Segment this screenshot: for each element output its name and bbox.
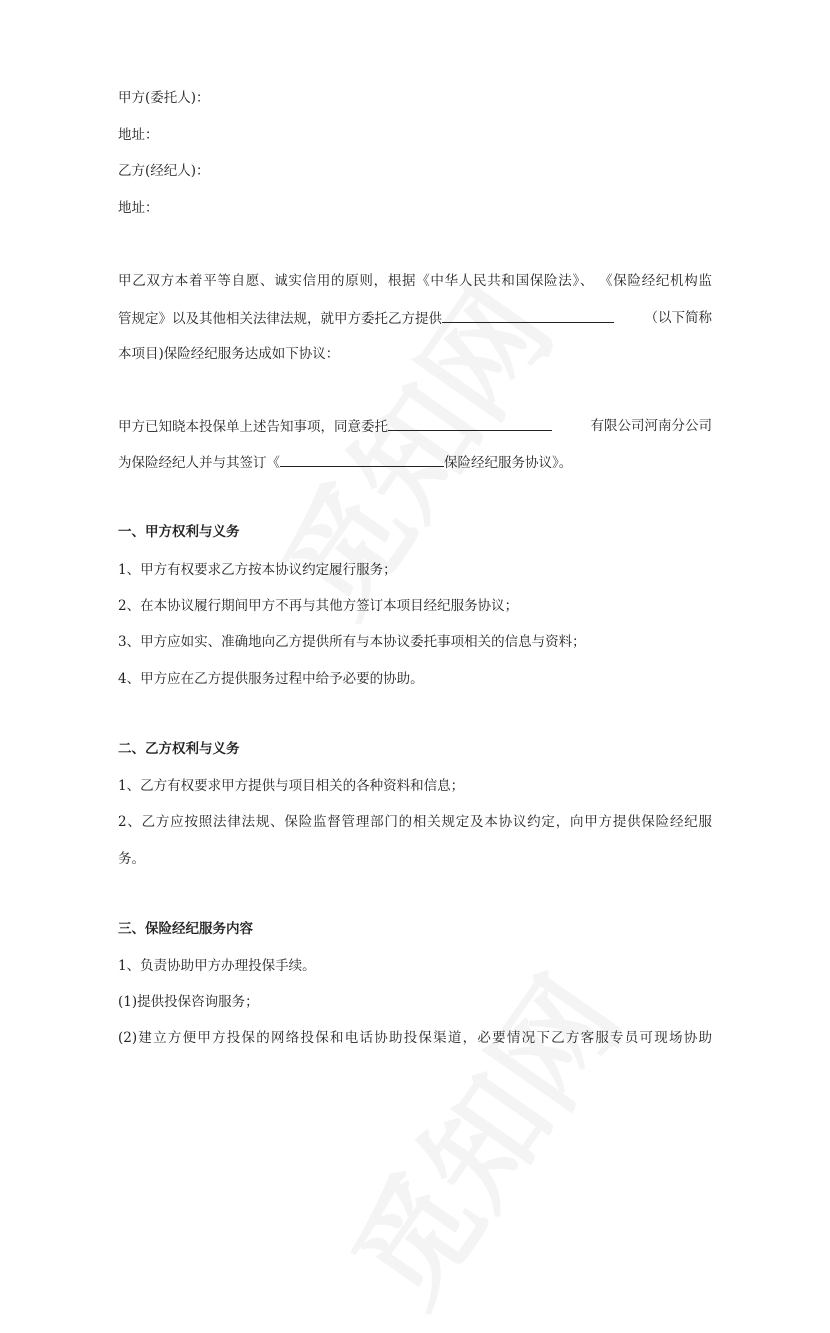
section-item: 2、乙方应按照法律法规、保险监督管理部门的相关规定及本协议约定，向甲方提供保险经纪服 <box>118 814 712 830</box>
consent-line <box>118 416 712 437</box>
intro-line: 甲乙双方本着平等自愿、诚实信用的原则，根据《中华人民共和国保险法》、 《保险经纪机构监 <box>118 273 712 289</box>
intro-text: 管规定》以及其他相关法律法规，就甲方委托乙方提供 <box>118 311 442 327</box>
section-title: 二、乙方权利与义务 <box>118 741 240 757</box>
consent-text: 保险经纪服务协议》。 <box>444 455 573 471</box>
consent-text: 为保险经纪人并与其签订《 <box>118 455 280 471</box>
section-item: 1、乙方有权要求甲方提供与项目相关的各种资料和信息； <box>118 778 465 794</box>
intro-line <box>118 308 712 329</box>
party-b-label: 乙方(经纪人)： <box>118 163 210 179</box>
section-item: 1、甲方有权要求乙方按本协议约定履行服务； <box>118 562 397 578</box>
section-item: 1、负责协助甲方办理投保手续。 <box>118 958 316 974</box>
blank-field[interactable] <box>388 416 552 431</box>
section-title: 三、保险经纪服务内容 <box>118 921 253 937</box>
intro-text: （以下简称 <box>644 310 712 326</box>
consent-text: 甲方已知晓本投保单上述告知事项，同意委托 <box>118 419 388 435</box>
party-a-label: 甲方(委托人)： <box>118 90 210 106</box>
blank-field[interactable] <box>280 452 444 467</box>
section-item: (1)提供投保咨询服务； <box>118 994 259 1010</box>
section-item: 4、甲方应在乙方提供服务过程中给予必要的协助。 <box>118 671 424 687</box>
section-item: 3、甲方应如实、准确地向乙方提供所有与本协议委托事项相关的信息与资料； <box>118 634 586 650</box>
consent-line <box>118 452 712 473</box>
address-a-label: 地址： <box>118 127 159 143</box>
consent-text: 有限公司河南分公司 <box>590 418 712 434</box>
address-b-label: 地址： <box>118 200 159 216</box>
section-title: 一、甲方权利与义务 <box>118 524 240 540</box>
intro-line: 本项目)保险经纪服务达成如下协议： <box>118 346 340 362</box>
section-item: 2、在本协议履行期间甲方不再与其他方签订本项目经纪服务协议； <box>118 598 519 614</box>
blank-field[interactable] <box>442 308 614 323</box>
section-item: 务。 <box>118 851 145 867</box>
section-item: (2)建立方便甲方投保的网络投保和电话协助投保渠道，必要情况下乙方客服专员可现场协助 <box>118 1030 712 1046</box>
